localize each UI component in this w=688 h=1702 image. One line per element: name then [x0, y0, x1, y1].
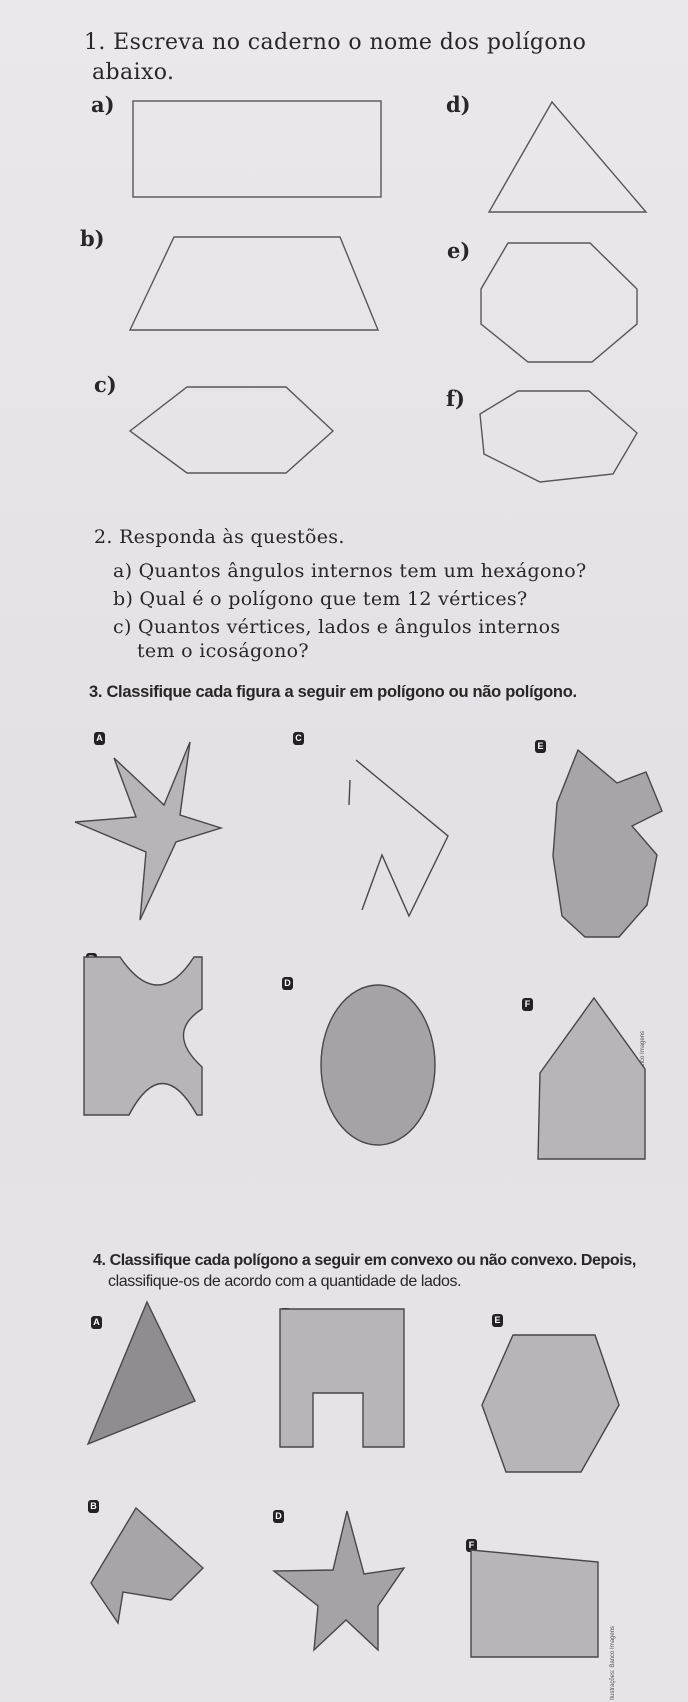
q3-badge-d: D — [282, 977, 293, 990]
q4-title-line2: classifique-os de acordo com a quantidade de lados. — [108, 1273, 462, 1290]
q3-title: 3. Classifique cada figura a seguir em polígono ou não polígono. — [89, 683, 577, 701]
q4-badge-b: B — [88, 1500, 99, 1513]
q1-figure-f-heptagon — [480, 391, 637, 482]
q4-figure-e-hexagon — [482, 1335, 619, 1472]
q4-badge-e: E — [492, 1314, 503, 1327]
q3-figure-d-ellipse — [321, 985, 435, 1145]
q1-title: 1. Escreva no caderno o nome dos polígono — [84, 30, 587, 55]
q4-figure-f-quadrilateral — [471, 1550, 598, 1657]
q3-badge-e: E — [535, 740, 546, 753]
label-b: b) — [80, 226, 105, 251]
q4-figure-d-star — [274, 1511, 404, 1650]
q4-badge-f: F — [466, 1539, 477, 1552]
q1-figure-d-triangle — [489, 102, 646, 212]
label-d: d) — [446, 92, 471, 117]
q2-title: 2. Responda às questões. — [94, 526, 345, 548]
q2-item-a: a) Quantos ângulos internos tem um hexágono? — [113, 560, 587, 582]
q3-badge-f: F — [522, 998, 533, 1011]
q4-figure-a-triangle — [88, 1302, 195, 1444]
q3-figure-a-star — [75, 742, 221, 920]
q4-badge-d: D — [273, 1510, 284, 1523]
side-credit-2: Ilustrações: Banco Imagens — [610, 1625, 616, 1700]
q3-figure-b-curved-shape — [84, 957, 202, 1115]
q3-figure-e-notched-shape — [553, 750, 662, 937]
q3-figure-c-open-line — [349, 780, 350, 805]
label-c: c) — [94, 372, 117, 397]
q1-figure-b-trapezoid — [130, 237, 378, 330]
q3-figure-f-pentagon — [538, 998, 645, 1159]
q3-badge-c: C — [293, 732, 304, 745]
q3-figure-c-open-arrow — [356, 760, 448, 916]
q1-figure-a-rectangle — [133, 101, 381, 197]
q1-figure-e-octagon — [481, 243, 637, 362]
q2-item-c: c) Quantos vértices, lados e ângulos internos — [113, 616, 561, 638]
q4-title-line1: 4. Classifique cada polígono a seguir em convexo ou não convexo. Depois, — [93, 1252, 636, 1269]
label-f: f) — [446, 386, 465, 411]
q1-subtitle: abaixo. — [92, 60, 175, 85]
label-e: e) — [447, 238, 471, 263]
q2-item-c-cont: tem o icoságono? — [137, 640, 309, 662]
q4-badge-a: A — [91, 1316, 102, 1329]
q2-item-b: b) Qual é o polígono que tem 12 vértices? — [113, 588, 528, 610]
q1-figure-c-hexagon — [130, 387, 333, 473]
q3-badge-a: A — [94, 732, 105, 745]
q4-figure-c-arch-shape — [280, 1309, 404, 1447]
q4-figure-b-irregular — [91, 1508, 203, 1623]
label-a: a) — [91, 92, 115, 117]
